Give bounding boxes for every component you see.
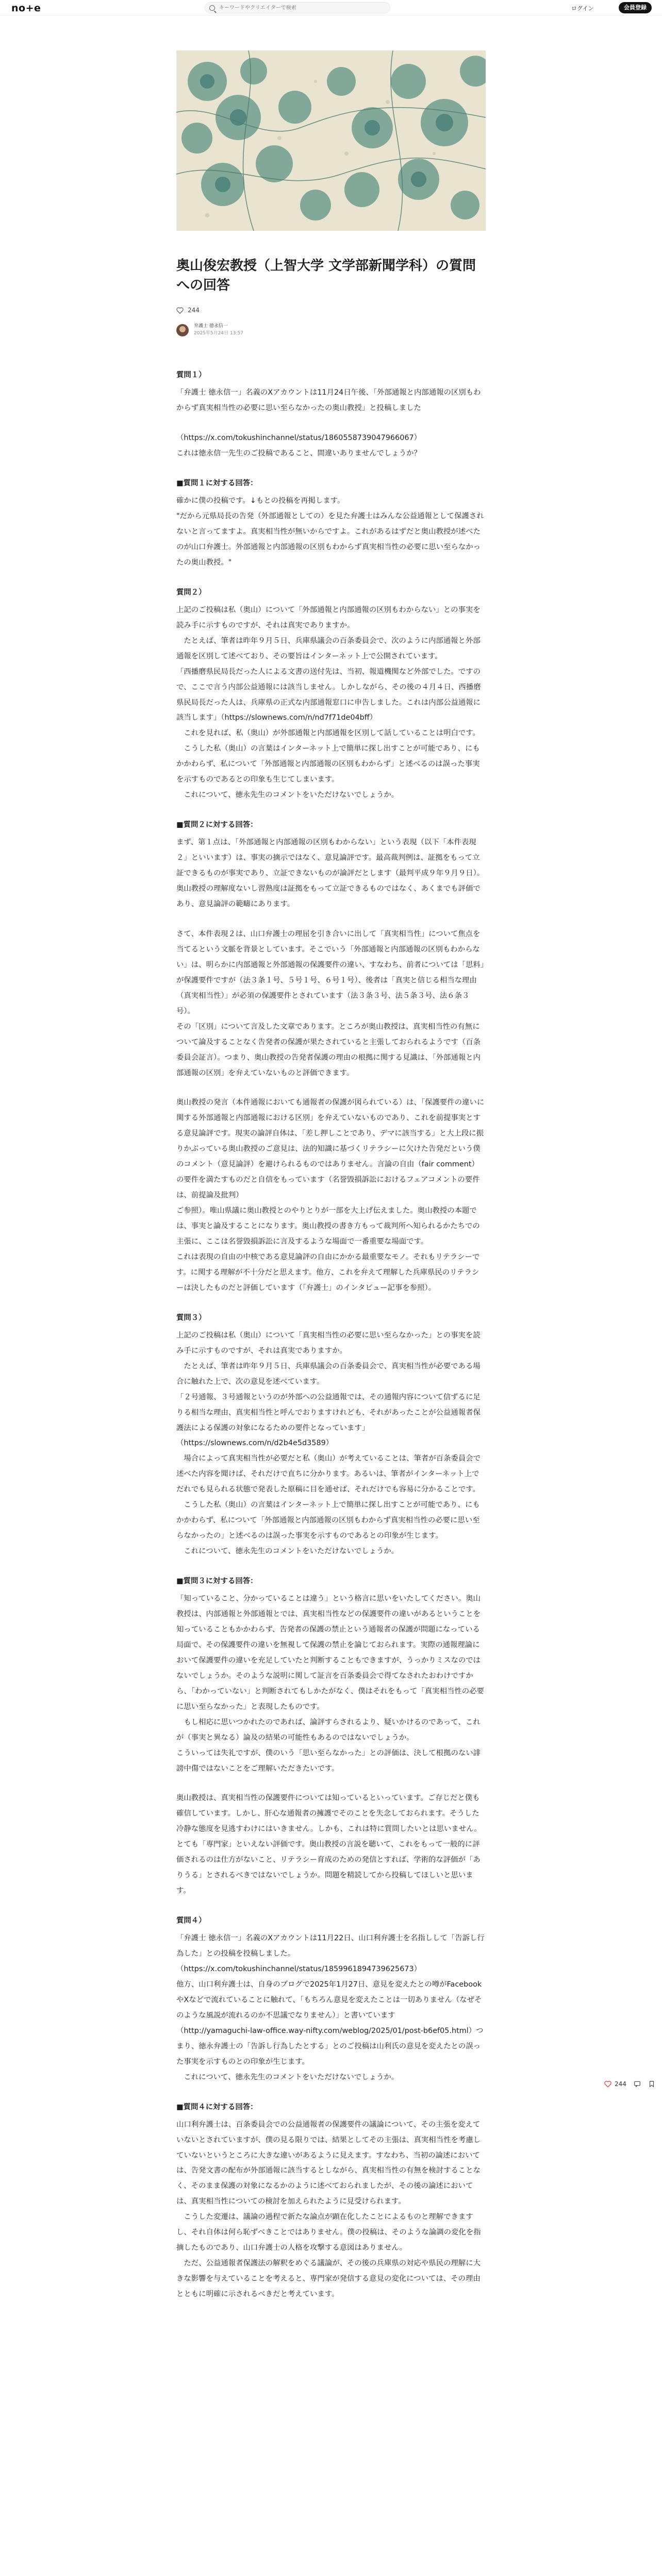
- article-title: 奥山俊宏教授（上智大学 文学部新聞学科）の質問への回答: [176, 258, 476, 293]
- paragraph-text: 「弁護士 徳永信一」名義のXアカウントは11月22日、山口利弁護士を名指しして「告訴し行為した」との投稿を投稿しました。 （https://x.com/tokushinchannel/status/1859961894739625673） 他方、山口利弁護士は、自身のブログで2025年1月27日、意見を変えたとの噂がFacebookやXなどで流れていることに触れて、「もちろん意見を変えたことは一切ありません（なぜそのような風説が流れるのか不思議でなりません）」と書いています （http://yamaguchi-law-office.way-nifty.com/weblog/2025/01/post-b6ef05.html）つまり、徳永弁護士の「告訴し行為したとする」とのご投稿は山利氏の意見を変えたとの誤った事実を示すものとの印象が生じます。 これについて、徳永先生のコメントをいただけないでしょうか。: [176, 1934, 485, 2081]
- like-action-count: 244: [615, 2080, 626, 2088]
- bookmark-icon[interactable]: [648, 2080, 655, 2088]
- login-link[interactable]: ログイン: [571, 5, 594, 12]
- like-counter: [176, 307, 486, 314]
- paragraph-text: 奥山教授の発言（本件通報においても通報者の保護が図られている）は、「保護要件の違いに関する外部通報と内部通報における区別」を弁えていないものであり、これを前提事実とする意見論評です。現実の論評自体は、「差し押しことであり、デマに該当する」と大上段に振りかぶっている奥山教授のご意見は、法的知識に基づくリテラシーに欠けた告発だという僕のコメント（意見論評）を避けられるものではありません。言論の自由（fair comment）の要件を満たすものだと自信をもっています（名誉毀損訴訟におけるフェアコメントの要件は、前提論及批判） ご参照）。唯山県議に奥山教授とのやりとりが一部を大上げ伝えました。奥山教授の本題では、事実と論及することになります。奥山教授の書き方もって裁判所へ知られるかたちでの主張に、ここは名誉毀損訴訟に言及するような場面で一番重要な場面です。 これは表現の自由の中核である意見論評の自由にかかる最重要なモノ。それもリテラシーです。に関する理解が不十分だと思えます。他方、これを弁えて理解した兵庫県民のリテラシーは決したものだと評価しています（「弁護士」のインタビュー記事を参照）。: [176, 1098, 485, 1292]
- article-paragraph: [176, 1574, 486, 1776]
- article-paragraph: [176, 431, 486, 462]
- heart-icon: [604, 2080, 611, 2088]
- article-body: [176, 368, 486, 2302]
- publish-date: 2025年5月24日 13:57: [194, 330, 243, 336]
- article-paragraph: [176, 2100, 486, 2302]
- paragraph-text: 上記のご投稿は私（奥山）について「外部通報と内部通報の区別もわからない」との事実を読み手に示すものですが、それは真実でありますか。 たとえば、筆者は昨年９月５日、兵庫県議会の百条委員会で、次のように内部通報と外部通報を区別して述べており、その要旨はインターネット上で公開されています。 「西播磨県民局長だった人による文書の送付先は、当初、報道機関など外部でした。ですので、ここで言う内部公益通報には該当しません。しかしながら、その後の４月４日、西播磨県民局長だった人は、兵庫県の正式な内部通報窓口に申告しました。これは内部公益通報に該当します」（https://slownews.com/n/nd7f71de04bff） これを見れば、私（奥山）が外部通報と内部通報を区別して話していることは明白です。 こうした私（奥山）の言葉はインターネット上で簡単に探し出すことが可能であり、にもかかわらず、私について「外部通報と内部通報の区別もわからず」と述べるのは誤った事実を示すものであるとの印象も生じてしまいます。 これについて、徳永先生のコメントをいただけないでしょうか。: [176, 605, 481, 800]
- article-paragraph: [176, 1913, 486, 2085]
- heart-icon[interactable]: [176, 307, 184, 314]
- article: [176, 257, 486, 2317]
- article-paragraph: [176, 368, 486, 416]
- article-paragraph: [176, 1095, 486, 1296]
- comment-icon[interactable]: [634, 2080, 641, 2088]
- paragraph-text: （https://x.com/tokushinchannel/status/1860558739047966067） これは徳永信一先生のご投稿であること、間違いありませんでしょうか？: [176, 434, 422, 458]
- article-actions: [604, 2080, 662, 2088]
- search-icon: [209, 5, 215, 11]
- paragraph-heading: 質問４）: [176, 1917, 206, 1925]
- article-paragraph: [176, 585, 486, 803]
- author-meta: [194, 323, 243, 337]
- article-paragraph: [176, 476, 486, 571]
- signup-button[interactable]: 会員登録: [619, 2, 652, 13]
- article-paragraph: [176, 818, 486, 912]
- paragraph-text: 「弁護士 徳永信一」名義のXアカウントは11月24日午後、「外部通報と内部通報の区別もわからず真実相当性の必要に思い至らなかったの奥山教授」と投稿しました: [176, 388, 481, 413]
- search-box[interactable]: [205, 2, 390, 13]
- paragraph-heading: ■質問３に対する回答：: [176, 1577, 258, 1586]
- article-paragraph: [176, 927, 486, 1081]
- hero-image: [176, 50, 486, 231]
- paragraph-heading: ■質問４に対する回答：: [176, 2103, 258, 2111]
- like-action[interactable]: [604, 2080, 626, 2088]
- paragraph-heading: 質問３）: [176, 1313, 206, 1322]
- search-input[interactable]: [219, 5, 384, 11]
- like-count: 244: [188, 307, 200, 314]
- author-avatar[interactable]: [176, 324, 189, 336]
- paragraph-heading: ■質問１に対する回答：: [176, 479, 258, 488]
- article-paragraph: [176, 1311, 486, 1560]
- paragraph-text: まず、第１点は、「外部通報と内部通報の区別もわからない」という表現（以下「本件表現２」といいます）は、事実の摘示ではなく、意見論評です。最高裁判例は、証拠をもって立証できるものが事実であり、立証できないものが論評だとします（最判平成９年９月９日）。奥山教授の理解度ないし習熟度は証拠をもって立証できるものではなく、あくまでも評価であり、意見論評の範疇にあります。: [176, 838, 485, 908]
- paragraph-text: 確かに僕の投稿です。↓もとの投稿を再掲します。 "だから元県局長の告発（外部通報としての）を見た弁護士はみんな公益通報として保護されないと言ってますよ。真実相当性が無いからですよ。これがあるはずだと奥山教授が述べたのが山口弁護士。外部通報と内部通報の区別もわからず真実相当性の必要に思い至らなかったの奥山教授。": [176, 497, 484, 567]
- paragraph-text: 山口利弁護士は、百条委員会での公益通報者の保護要件の議論について、その主張を変えていないとされていますが、僕の見る限りでは、結果としてその主張は、真実相当性を考慮していないというところに大きな違いがあるように見えます。すなわち、当初の論述においては、告発文書の配布が外部通報に該当するとしながら、真実相当性の有無を検討することなく、そのまま保護の対象になるかのように述べておられましたが、その後の論述においては、真実相当性についての検討を加えられたように見受けられます。 こうした変遷は、議論の過程で新たな論点が顕在化したことによるものと理解できますし、それ自体は何ら恥ずべきことではありません。僕の投稿は、そのような論調の変化を指摘したものであり、山口弁護士の人格を攻撃する意図はありません。 ただ、公益通報者保護法の解釈をめぐる議論が、その後の兵庫県の対応や県民の理解に大きな影響を与えていることを考えると、専門家が発信する意見の変化については、その理由とともに明確に示されるべきだと考えています。: [176, 2120, 481, 2299]
- author-block: [176, 323, 486, 337]
- paragraph-heading: 質問１）: [176, 371, 206, 380]
- paragraph-text: さて、本件表現２は、山口弁護士の理屈を引き合いに出して「真実相当性」について焦点を当てるという文脈を背景としています。そこでいう「外部通報と内部通報の区別もわからない」は、明らかに内部通報と外部通報の保護要件の違い、すなわち、前者については「思料」が保護要件ですが（法３条１号、５号１号、６号１号）、後者は「真実と信じる相当な理由（真実相当性）」が必須の保護要件とされています（法３条３号、法５条３号、法６条３号）。 その「区別」について言及した文章であります。ところが奥山教授は、真実相当性の有無について論及することなく告発者の保護が果たされていると主張しておられるようです（百条委員会証言）。つまり、奥山教授の告発者保護の理由の根拠に関する見識は、「外部通報と内部通報の区別」を弁えていないものと評価できます。: [176, 929, 484, 1077]
- paragraph-heading: ■質問２に対する回答：: [176, 821, 258, 829]
- paragraph-text: 「知っていること、分かっていることは違う」という格言に思いをいたしてください。奥山教授は、内部通報と外部通報とでは、真実相当性などの保護要件の違いがあるということを知っていることもかかわらず、告発者の保護の禁止という通報者の保護が問題になっている局面で、その保護要件の違いを無視して保護の禁止を論じておられます。実際の通報理論において保護要件の違いを充足していたと判断することもできますが、うっかりミスなのではないでしょうか。そのような説明に関して証言を百条委員会で得てなされたおわけですから、「わかっていない」と判断されてもしかたがなく、僕はそれをもって「真実相当性の必要に思い至らなかった」と表現したものです。 もし相応に思いつかれたのであれば、論評すらされるより、疑いかけるのであって、これが（事実と異なる）論及の結果の可能性もあるのではないでしょうか。 こういっては失礼ですが、僕のいう「思い至らなかった」との評価は、決して根拠のない誹謗中傷ではないことをご理解いただきたいです。: [176, 1595, 484, 1773]
- botanical-illustration: [176, 50, 486, 231]
- paragraph-text: 奥山教授は、真実相当性の保護要件については知っているといっています。ご存じだと僕も確信しています。しかし、肝心な通報者の擁護でそのことを失念しておられます。そうした冷静な態度を見逃すわけにはいきません。しかも、これは特に質問したいとは思いません。とても「専門家」といえない評価です。奥山教授の言説を聴いて、これをもって一般的に評価されるのは仕方がないこと、リテラシー育成のための発信とすれば、学術的な評価が「ありうる」とされるべきではないでしょうか。問題を精読してから投稿してほしいと思います。: [176, 1794, 482, 1895]
- note-logo[interactable]: no+e: [11, 3, 41, 14]
- paragraph-text: 上記のご投稿は私（奥山）について「真実相当性の必要に思い至らなかった」との事実を読み手に示すものですが、それは真実でありますか。 たとえば、筆者は昨年９月５日、兵庫県議会の百条委員会で、真実相当性が必要である場合に触れた上で、次の意見を述べています。 「２号通報、３号通報というのが外部への公益通報では、その通報内容について信ずるに足りる相当な理由、真実相当性と呼んでおりますけれども、それがあったことが公益通報者保護法による保護の対象になるための要件となっています」（https://slownews.com/n/d2b4e5d3589） 場合によって真実相当性が必要だと私（奥山）が考えていることは、筆者が百条委員会で述べた内容を聞けば、それだけで直ちに分かります。あるいは、筆者がインターネット上でだれでも見られる状態で発表した原稿に目を通せば、それだけでも容易に分かることです。 こうした私（奥山）の言葉はインターネット上で簡単に探し出すことが可能であり、にもかかわらず、私について「外部通報と内部通報の区別もわからず真実相当性の必要に思い至らなかったの」と述べるのは誤った事実を示すものであるとの印象が生じます。 これについて、徳永先生のコメントをいただけないでしょうか。: [176, 1331, 481, 1556]
- top-navigation-bar: [0, 0, 662, 15]
- paragraph-heading: 質問２）: [176, 588, 206, 597]
- article-paragraph: [176, 1791, 486, 1899]
- author-name[interactable]: 弁護士 德永信一: [194, 324, 228, 329]
